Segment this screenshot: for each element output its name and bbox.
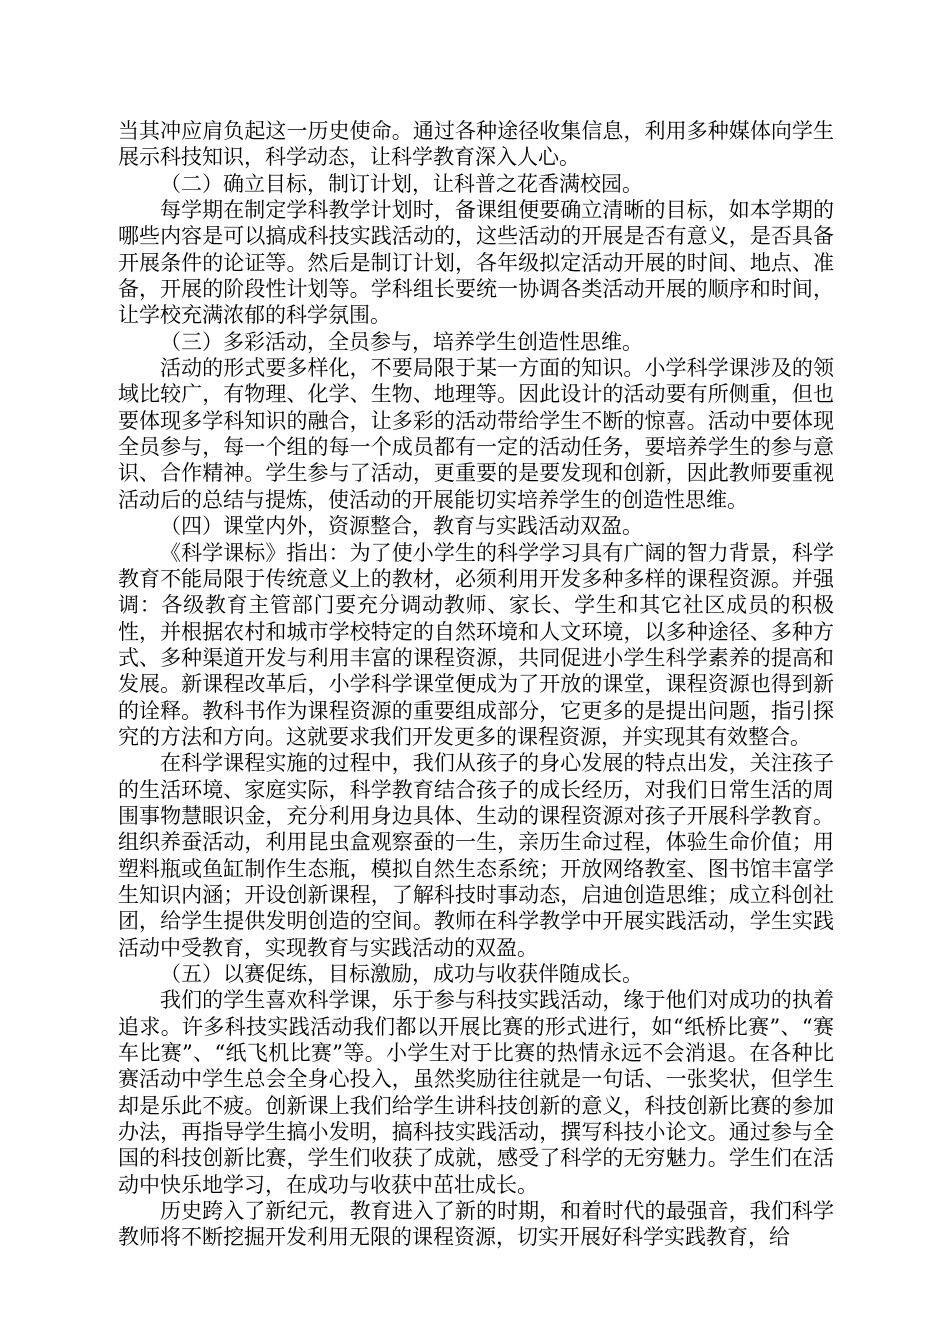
paragraph: 每学期在制定学科教学计划时，备课组便要确立清晰的目标，如本学期的哪些内容是可以搞成科技实践活动的，这些活动的开展是否有意义，是否具备开展条件的论证等。然后是制订计划，各年级拟定活动开展的时间、地点、准备，开展的阶段性计划等。学科组长要统一协调各类活动开展的顺序和时间，让学校充满浓郁的科学氛围。 (118, 198, 834, 328)
paragraph: 历史跨入了新纪元，教育进入了新的时期，和着时代的最强音，我们科学教师将不断挖掘开发利用无限的课程资源，切实开展好科学实践教育，给 (118, 1199, 834, 1250)
section-heading-3: （三）多彩活动，全员参与，培养学生创造性思维。 (160, 329, 643, 354)
paragraph: 我们的学生喜欢科学课，乐于参与科技实践活动，缘于他们对成功的执着追求。许多科技实践活动我们都以开展比赛的形式进行，如“纸桥比赛”、“赛车比赛”、“纸飞机比赛”等。小学生对于比赛的热情永远不会消退。在各种比赛活动中学生总会全身心投入，虽然奖励往往就是一句话、一张奖状，但学生却是乐此不疲。创新课上我们给学生讲科技创新的意义，科技创新比赛的参加办法，再指导学生搞小发明，搞科技实践活动，撰写科技小论文。通过参与全国的科技创新比赛，学生们收获了成就，感受了科学的无穷魅力。学生们在活动中快乐地学习，在成功与收获中茁壮成长。 (118, 988, 834, 1197)
paragraph: 《科学课标》指出：为了使小学生的科学学习具有广阔的智力背景，科学教育不能局限于传统意义上的教材，必须利用开发多种多样的课程资源。并强调：各级教育主管部门要充分调动教师、家长、学生和其它社区成员的积极性，并根据农村和城市学校特定的自然环境和人文环境，以多种途径、多种方式、多种渠道开发与利用丰富的课程资源，共同促进小学生科学素养的提高和发展。新课程改革后，小学科学课堂便成为了开放的课堂，课程资源也得到新的诠释。教科书作为课程资源的重要组成部分，它更多的是提出问题，指引探究的方法和方向。这就要求我们开发更多的课程资源，并实现其有效整合。 (118, 540, 834, 749)
paragraph: 活动的形式要多样化，不要局限于某一方面的知识。小学科学课涉及的领域比较广，有物理、化学、生物、地理等。因此设计的活动要有所侧重，但也要体现多学科知识的融合，让多彩的活动带给学生不断的惊喜。活动中要体现全员参与，每一个组的每一个成员都有一定的活动任务，要培养学生的参与意识、合作精神。学生参与了活动，更重要的是要发现和创新，因此教师要重视活动后的总结与提炼，使活动的开展能切实培养学生的创造性思维。 (118, 356, 834, 512)
section-heading-5: （五）以赛促练，目标激励，成功与收获伴随成长。 (160, 962, 643, 986)
document-page (118, 118, 834, 1251)
section-heading-2: （二）确立目标，制订计划，让科普之花香满校园。 (160, 171, 643, 196)
paragraph-continued: 当其冲应肩负起这一历史使命。通过各种途径收集信息，利用多种媒体向学生展示科技知识，科学动态，让科学教育深入人心。 (118, 119, 834, 170)
paragraph: 在科学课程实施的过程中，我们从孩子的身心发展的特点出发，关注孩子的生活环境、家庭实际，科学教育结合孩子的成长经历，对我们日常生活的周围事物慧眼识金，充分利用身边具体、生动的课程资源对孩子开展科学教育。组织养蚕活动，利用昆虫盒观察蚕的一生，亲历生命过程，体验生命价值；用塑料瓶或鱼缸制作生态瓶，模拟自然生态系统；开放网络教室、图书馆丰富学生知识内涵；开设创新课程，了解科技时事动态，启迪创造思维；成立科创社团，给学生提供发明创造的空间。教师在科学教学中开展实践活动，学生实践活动中受教育，实现教育与实践活动的双盈。 (118, 751, 834, 960)
section-heading-4: （四）课堂内外，资源整合，教育与实践活动双盈。 (160, 514, 643, 539)
